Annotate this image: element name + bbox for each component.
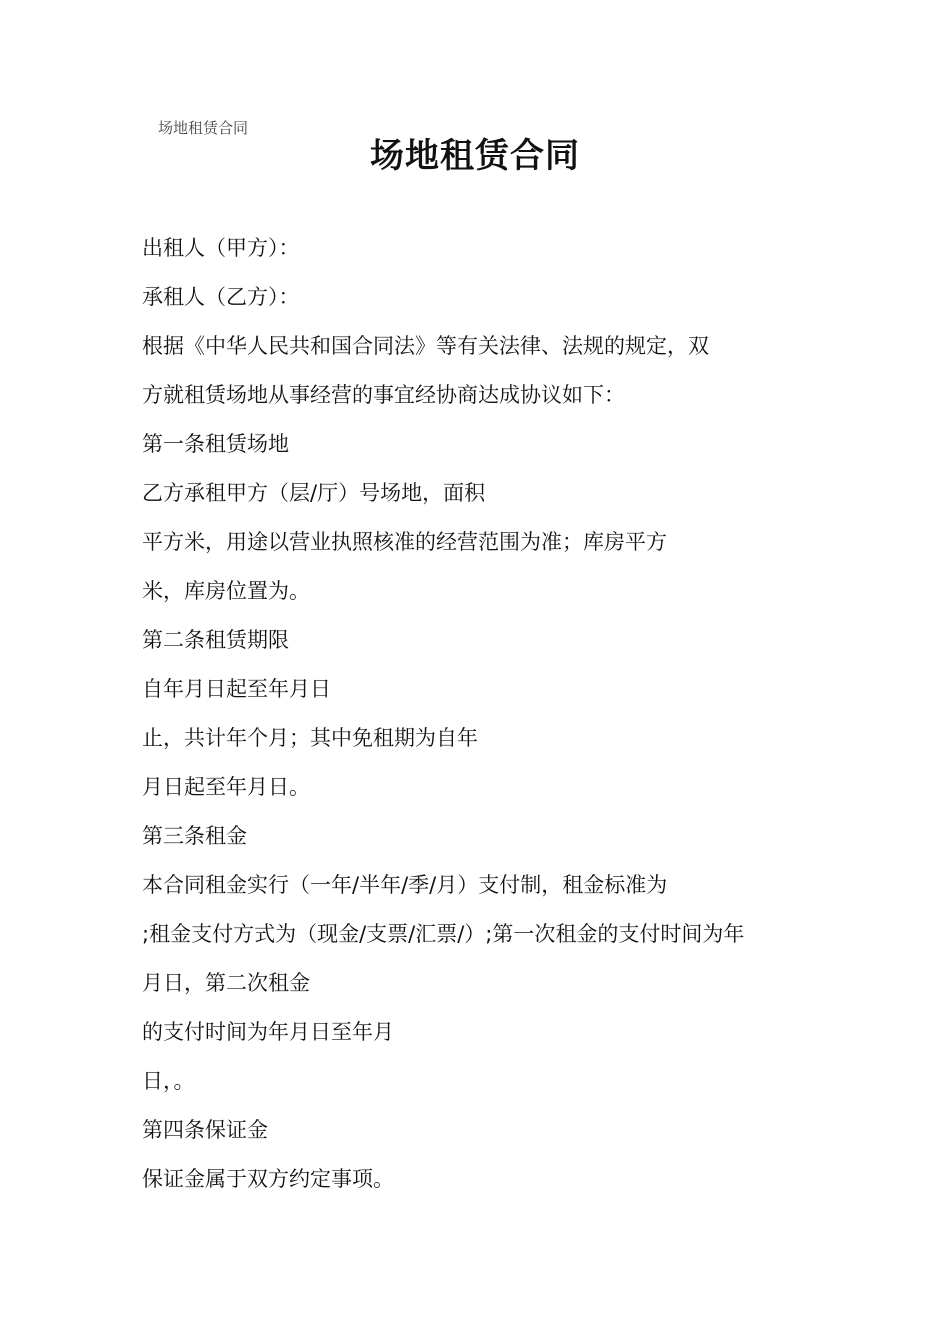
line-lessor: 出租人（甲方）： [142, 236, 300, 260]
body-line: 自年月日起至年月日 [142, 677, 331, 701]
article-heading: 第一条租赁场地 [142, 432, 289, 456]
article-heading: 第四条保证金 [142, 1118, 268, 1142]
body-line: 月日起至年月日。 [142, 775, 310, 799]
body-line: 米，库房位置为。 [142, 579, 310, 603]
document-title: 场地租赁合同 [370, 136, 580, 176]
body-line: 本合同租金实行（一年/半年/季/月）支付制，租金标准为 [142, 873, 668, 897]
body-line: ;租金支付方式为（现金/支票/汇票/）;第一次租金的支付时间为年 [142, 922, 745, 946]
article-heading: 第二条租赁期限 [142, 628, 289, 652]
body-line: 保证金属于双方约定事项。 [142, 1167, 394, 1191]
body-line: 月日，第二次租金 [142, 971, 310, 995]
body-line: 的支付时间为年月日至年月 [142, 1020, 394, 1044]
body-line: 方就租赁场地从事经营的事宜经协商达成协议如下： [142, 383, 625, 407]
line-lessee: 承租人（乙方）： [142, 285, 300, 309]
body-line: 乙方承租甲方（层/厅）号场地，面积 [142, 481, 486, 505]
body-line: 止，共计年个月；其中免租期为自年 [142, 726, 478, 750]
body-line: 日，。 [142, 1069, 195, 1093]
article-heading: 第三条租金 [142, 824, 247, 848]
body-line: 平方米，用途以营业执照核准的经营范围为准；库房平方 [142, 530, 667, 554]
header-note: 场地租赁合同 [158, 119, 249, 137]
contract-body [142, 229, 842, 1209]
body-line: 根据《中华人民共和国合同法》等有关法律、法规的规定，双 [142, 334, 709, 358]
